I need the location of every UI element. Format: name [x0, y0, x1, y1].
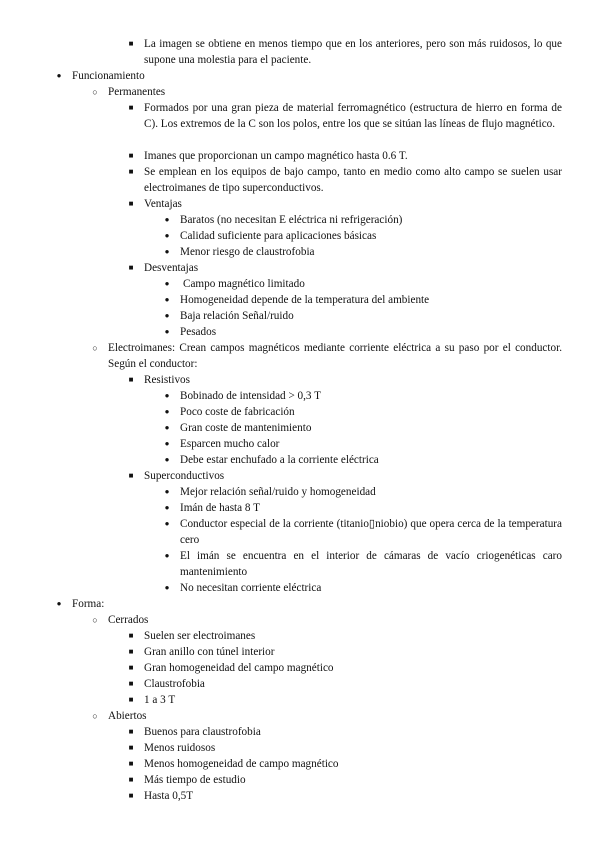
square-bullet-icon: ■ — [128, 167, 134, 176]
circle-bullet-icon: ○ — [92, 615, 98, 625]
document-page: ■ La imagen se obtiene en menos tiempo que en los anteriores, pero son más ruidosos, lo que supone una molestia para el paciente. ● Funcionamiento ○ Permanentes ■ Formados por una gran pieza de material ferromagnético (estructura de hierro en forma de C). Los extremos de la C son los polos, entre los que se sitúan las líneas de flujo magnético. ■ Imanes que proporcionan un campo magnético hasta 0.6 T. ■ Se emplean en los equipos de bajo campo, tanto en medio como alto campo se suelen usar electroimanes de tipo superconductivos. ■ Ventajas ● Baratos (no necesitan E eléctrica ni refrigeración) ● Calidad suficiente para aplicaciones básicas ● Menor riesgo de claustrofobia ■ Desventajas ● Campo magnético limitado ● Homogeneidad depende de la temperatura del ambiente ● Baja relación Señal/ruido ● Pesados ○ Electroimanes: Crean campos magnéticos mediante corriente eléctrica a su paso por el conductor. Según el conductor: ■ Resistivos ● Bobinado de intensidad > 0,3 T ● Poco coste de fabricación ● Gran coste de mantenimiento ● Esparcen mucho calor ● Debe estar enchufado a la corriente eléctrica ■ Superconductivos ● Mejor relación señal/ruido y homogeneidad ● Imán de hasta 8 T ● Conductor especial de la corriente (titanio▯niobio) que opera cerca de la temperatura cero ● El imán se encuentra en el interior de cámaras de vacío criogenéticas caro mantenimiento ● No necesitan corriente eléctrica ● Forma: ○ Cerrados ■ Suelen ser electroimanes ■ Gran anillo con túnel interior ■ Gran homogeneidad del campo magnético ■ Claustrofobia ■ 1 a 3 T ○ Abiertos ■ Buenos para claustrofobia ■ Menos ruidosos ■ Menos homogeneidad de campo magnético ■ Más tiempo de estudio ■ Hasta 0,5T — [0, 0, 600, 848]
square-bullet-icon: ■ — [128, 39, 134, 48]
disc-bullet-icon: ● — [164, 439, 170, 448]
square-bullet-icon: ■ — [128, 775, 134, 784]
circle-bullet-icon: ○ — [92, 711, 98, 721]
disc-bullet-icon: ● — [164, 247, 170, 256]
disc-bullet-icon: ● — [164, 455, 170, 464]
disc-bullet-icon: ● — [164, 519, 170, 528]
disc-bullet-icon: ● — [164, 311, 170, 320]
disc-bullet-icon: ● — [164, 407, 170, 416]
disc-bullet-icon: ● — [56, 599, 62, 608]
disc-bullet-icon: ● — [164, 215, 170, 224]
square-bullet-icon: ■ — [128, 375, 134, 384]
disc-bullet-icon: ● — [164, 231, 170, 240]
disc-bullet-icon: ● — [164, 295, 170, 304]
square-bullet-icon: ■ — [128, 631, 134, 640]
square-bullet-icon: ■ — [128, 471, 134, 480]
square-bullet-icon: ■ — [128, 759, 134, 768]
circle-bullet-icon: ○ — [92, 343, 98, 353]
square-bullet-icon: ■ — [128, 679, 134, 688]
disc-bullet-icon: ● — [164, 487, 170, 496]
square-bullet-icon: ■ — [128, 791, 134, 800]
disc-bullet-icon: ● — [164, 279, 170, 288]
disc-bullet-icon: ● — [164, 583, 170, 592]
disc-bullet-icon: ● — [164, 391, 170, 400]
disc-bullet-icon: ● — [164, 503, 170, 512]
square-bullet-icon: ■ — [128, 151, 134, 160]
circle-bullet-icon: ○ — [92, 87, 98, 97]
disc-bullet-icon: ● — [164, 423, 170, 432]
square-bullet-icon: ■ — [128, 647, 134, 656]
square-bullet-icon: ■ — [128, 663, 134, 672]
square-bullet-icon: ■ — [128, 199, 134, 208]
disc-bullet-icon: ● — [164, 551, 170, 560]
disc-bullet-icon: ● — [164, 327, 170, 336]
square-bullet-icon: ■ — [128, 727, 134, 736]
square-bullet-icon: ■ — [128, 263, 134, 272]
square-bullet-icon: ■ — [128, 743, 134, 752]
square-bullet-icon: ■ — [128, 103, 134, 112]
square-bullet-icon: ■ — [128, 695, 134, 704]
disc-bullet-icon: ● — [56, 71, 62, 80]
